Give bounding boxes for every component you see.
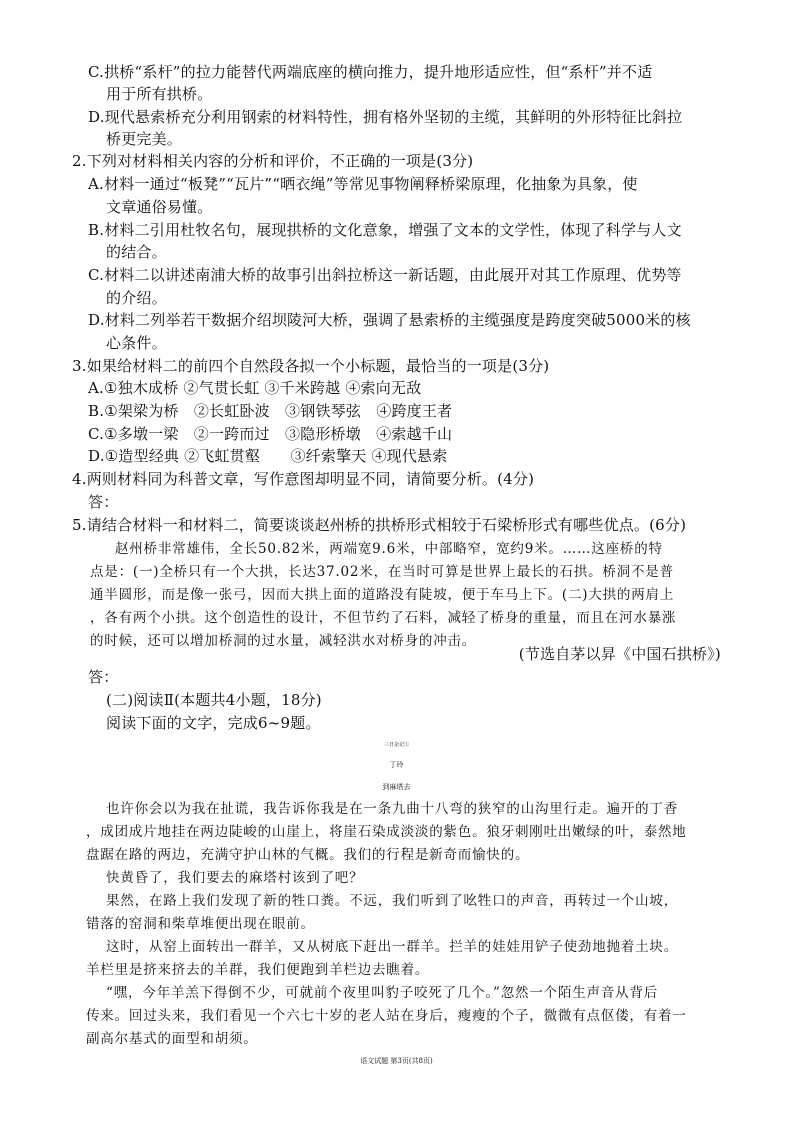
- q2-stem: 2.下列对材料相关内容的分析和评价，不正确的一项是(3分): [72, 152, 474, 170]
- q4-stem: 4.两则材料同为科普文章，写作意图却明显不同，请简要分析。(4分): [72, 470, 535, 488]
- q1-option-c-line2: 用于所有拱桥。: [106, 85, 213, 103]
- q5-excerpt-line1: 赵州桥非常雄伟，全长50.82米，两端宽9.6米，中部略窄，宽约9米。……这座桥的特: [115, 541, 663, 557]
- q5-excerpt-line3: 通半圆形，而是像一张弓，因而大拱上面的道路没有陡坡，便于车马上下。(二)大拱的两肩上: [90, 587, 675, 603]
- q5-stem: 5.请结合材料一和材料二，简要谈谈赵州桥的拱桥形式相较于石梁桥形式有哪些优点。(6分): [72, 516, 687, 534]
- q1-option-d-line1: D.现代悬索桥充分利用钢索的材料特性，拥有格外坚韧的主缆，其鲜明的外形特征比斜拉: [88, 108, 683, 126]
- q5-excerpt-line2: 点是：(一)全桥只有一个大拱，长达37.02米，在当时可算是世界上最长的石拱。桥洞不是普: [90, 564, 674, 580]
- q3-option-a: A.①独木成桥 ②气贯长虹 ③千米跨越 ④索向无敌: [88, 379, 422, 397]
- article-line: 这时，从窑上面转出一群羊，又从树底下赶出一群羊。拦羊的娃娃用铲子使劲地抛着土块。: [106, 939, 678, 955]
- q2-option-b-line2: 的结合。: [106, 243, 167, 261]
- q2-option-c-line1: C.材料二以讲述南浦大桥的故事引出斜拉桥这一新话题，由此展开对其工作原理、优势等: [88, 266, 682, 284]
- q3-option-b: B.①架梁为桥 ②长虹卧波 ③钢铁琴弦 ④跨度王者: [88, 402, 453, 420]
- article-line: 副高尔基式的面型和胡须。: [86, 1031, 258, 1047]
- q3-stem: 3.如果给材料二的前四个自然段各拟一个小标题，最恰当的一项是(3分): [72, 357, 550, 375]
- article-author: 丁玲: [389, 761, 404, 769]
- q3-option-c: C.①多墩一梁 ②一跨而过 ③隐形桥墩 ④索越千山: [88, 425, 453, 443]
- q2-option-d-line1: D.材料二列举若干数据介绍坝陵河大桥，强调了悬索桥的主缆强度是跨度突破5000米的核: [88, 311, 691, 329]
- article-subtitle: 到麻塔去: [382, 783, 411, 791]
- article-title: 三日杂记①: [383, 742, 409, 748]
- q2-option-a-line2: 文章通俗易懂。: [106, 198, 213, 216]
- q1-option-c-line1: C.拱桥“系杆”的拉力能替代两端底座的横向推力，提升地形适应性，但“系杆”并不适: [88, 63, 653, 81]
- article-line: 盘踞在路的两边，充满守护山林的气概。我们的行程是新奇而愉快的。: [86, 847, 530, 863]
- q2-option-c-line2: 的介绍。: [106, 289, 167, 307]
- q5-excerpt-line4: ，各有两个小拱。这个创造性的设计，不但节约了石料，减轻了桥身的重量，而且在河水暴涨: [90, 610, 677, 626]
- q2-option-d-line2: 心条件。: [106, 334, 167, 352]
- q2-option-a-line1: A.材料一通过“板凳”“瓦片”“晒衣绳”等常见事物阐释桥梁原理，化抽象为具象，使: [88, 175, 638, 193]
- article-line: 错落的窑洞和柴草堆便出现在眼前。: [86, 916, 315, 932]
- q1-option-d-line2: 桥更完美。: [106, 130, 183, 148]
- article-line: 也许你会以为我在扯谎，我告诉你我是在一条九曲十八弯的狭窄的山沟里行走。遍开的丁香: [106, 801, 678, 817]
- article-line: 羊栏里是挤来挤去的羊群，我们便跑到羊栏边去瞧着。: [86, 962, 430, 978]
- article-line: 果然，在路上我们发现了新的牲口粪。不远，我们听到了吆牲口的声音，再转过一个山坡，: [106, 893, 678, 909]
- article-line: “嘿，今年羊羔下得倒不少，可就前个夜里叫豹子咬死了几个。”忽然一个陌生声音从背后: [106, 985, 659, 1001]
- page-footer: 语文试题 第3页(共8页): [360, 1057, 433, 1065]
- q5-answer-label: 答：: [88, 668, 119, 686]
- q5-excerpt-line5: 的时候，还可以增加桥洞的过水量，减轻洪水对桥身的冲击。: [90, 633, 477, 649]
- q2-option-b-line1: B.材料二引用杜牧名句，展现拱桥的文化意象，增强了文本的文学性，体现了科学与人文: [88, 221, 682, 239]
- q4-answer-label: 答：: [88, 493, 119, 511]
- q5-source-citation: (节选自茅以昇《中国石拱桥》): [518, 645, 721, 663]
- reading-instruction: 阅读下面的文字，完成6~9题。: [106, 714, 321, 732]
- article-line: ，成团成片地挂在两边陡峻的山崖上，将崖石染成淡淡的紫色。狼牙刺刚吐出嫩绿的叶，泰然地: [86, 824, 687, 840]
- article-line: 快黄昏了，我们要去的麻塔村该到了吧？: [106, 870, 364, 886]
- q3-option-d: D.①造型经典 ②飞虹贯壑 ③纤索擎天 ④现代悬索: [88, 447, 448, 465]
- section-header-reading-2: (二)阅读Ⅱ(本题共4小题，18分): [106, 691, 322, 709]
- article-line: 传来。回过头来，我们看见一个六七十岁的老人站在身后，瘦瘦的个子，微微有点伛偻，有着一: [86, 1008, 687, 1024]
